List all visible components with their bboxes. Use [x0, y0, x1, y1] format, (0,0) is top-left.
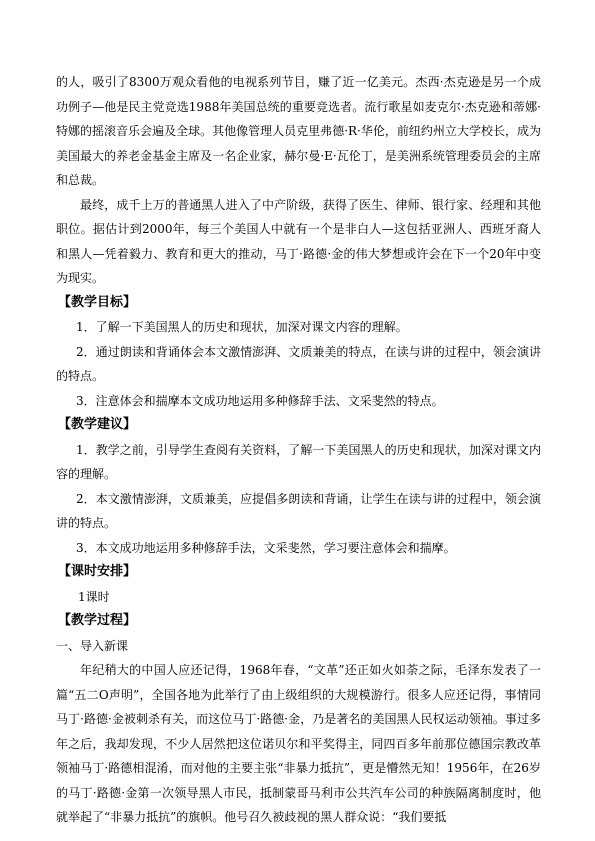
suggestion-item-3: 3．本文成功地运用多种修辞手法，文采斐然，学习要注意体会和揣摩。 — [76, 540, 456, 555]
intro-paragraph-1: 的人，吸引了8300万观众看他的电视系列节目，赚了近一亿美元。杰西·杰克逊是另一个成功例子—他是民主党竞选1988年美国总统的重要竞选者。流行歌星如麦克尔·杰克逊和蒂娜·特娜的摇滚音乐会遍及全球。其他像管理人员克里弗德·R·华伦，前纽约州立大学校长，成为美国最大的养老金基金主席及一名企业家，赫尔曼·E·瓦伦丁，是美洲系统管理委员会的主席和总裁。 — [56, 75, 541, 187]
suggestion-item-2: 2．本文激情澎湃，文质兼美，应提倡多朗读和背诵，让学生在读与讲的过程中，领会演讲的特点。 — [56, 491, 541, 530]
section-heading-process: 【教学过程】 — [58, 613, 137, 628]
document-body — [56, 70, 541, 830]
section-heading-goals: 【教学目标】 — [58, 294, 137, 310]
goal-item-2: 2．通过朗读和背诵体会本文激情澎湃、文质兼美的特点，在读与讲的过程中，领会演讲的特点。 — [56, 344, 541, 383]
intro-paragraph-2: 最终，成千上万的普通黑人进入了中产阶级，获得了医生、律师、银行家、经理和其他职位。据估计到2000年，每三个美国人中就有一个是非白人—这包括亚洲人、西班牙裔人和黑人—凭着毅力、教育和更大的推动，马丁·路德·金的伟大梦想或许会在下一个20年中变为现实。 — [56, 197, 541, 285]
goal-item-3: 3．注意体会和揣摩本文成功地运用多种修辞手法、文采斐然的特点。 — [76, 393, 444, 408]
section-heading-suggestions: 【教学建议】 — [58, 417, 137, 432]
process-step-text: 年纪稍大的中国人应还记得，1968年春，“文革”还正如火如荼之际，毛泽东发表了一篇“五二O声明”，全国各地为此举行了由上级组织的大规模游行。很多人应还记得，事情同马丁·路德·金被刺杀有关，而这位马丁·路德·金，乃是著名的美国黑人民权运动领袖。事过多年之后，我却发现，不少人居然把这位诺贝尔和平奖得主，同四百多年前那位德国宗教改革领袖马丁·路德相混淆，而对他的主要主张“非暴力抵抗”，更是懵然无知！1956年，在26岁的马丁·路德·金第一次领导黑人市民，抵制蒙哥马利市公共汽车公司的种族隔离制度时，他就举起了“非暴力抵抗”的旗帜。他号召久被歧视的黑人群众说：“我们要抵 — [56, 663, 541, 824]
suggestion-item-1: 1．教学之前，引导学生查阅有关资料，了解一下美国黑人的历史和现状，加深对课文内容的理解。 — [56, 442, 541, 481]
section-heading-schedule: 【课时安排】 — [58, 564, 137, 579]
goal-item-1: 1．了解一下美国黑人的历史和现状，加深对课文内容的理解。 — [76, 320, 408, 334]
process-step-title: 一、导入新课 — [56, 638, 129, 653]
schedule-hours: 1课时 — [78, 589, 110, 604]
